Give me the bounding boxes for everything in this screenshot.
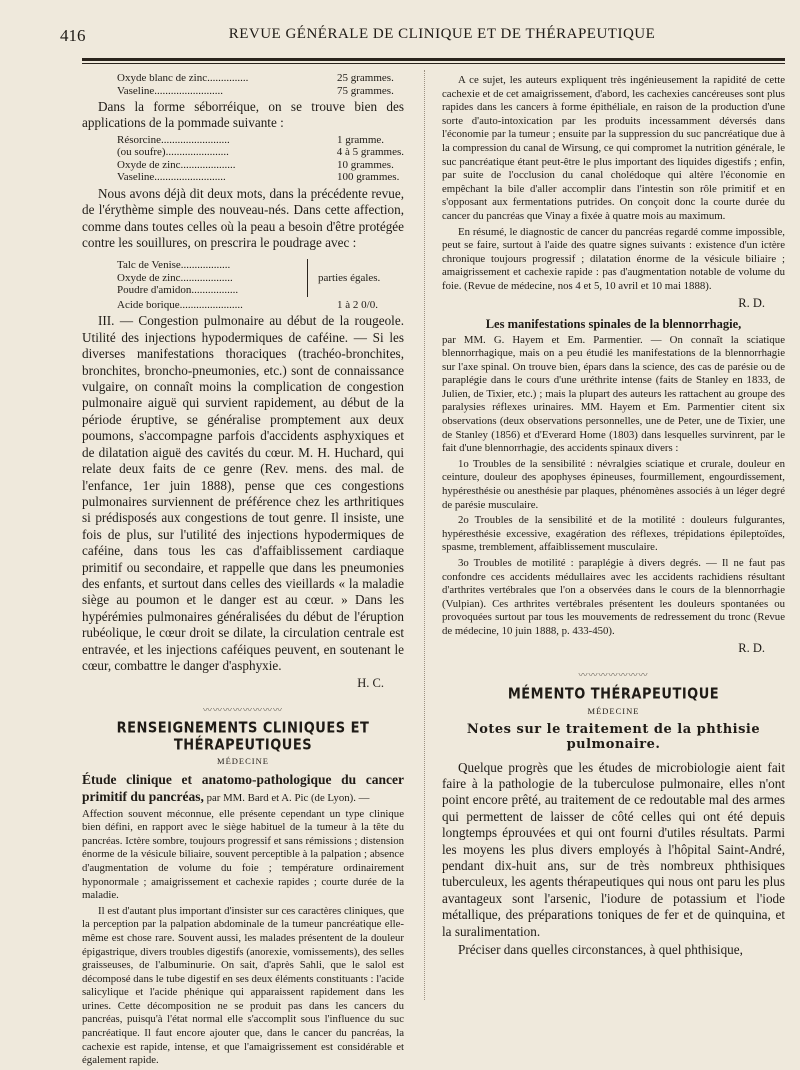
recipe-zinc (82, 72, 404, 97)
paragraph: III. — Congestion pulmonaire au début de la rougeole. Utilité des injections hypodermiques de caféine. — Si les diverses manifestations thoraciques (trachéo-bronchites, bronchites, broncho-pneumonies, etc.) sont de connaissance vulgaire, on connaît moins la complication de congestion pulmonaire aiguë qui survient rapidement, au début de la période éruptive, se généralise promptement aux deux poumons, s'accompagne parfois d'accidents asphyxiques et de dilatation aiguë des cavités du cœur. M. H. Huchard, qui relate deux faits de ce genre (Rev. mens. des mal. de l'enfance, 1er juin 1888), pense que ces congestions pulmonaires surviennent de préférence chez les arthritiques si prédisposés aux congestions de tout genre. Il insiste, une fois de plus, sur l'utilité des injections hypodermiques de caféine, dans tous les cas d'affaiblissement cardiaque primitif ou secondaire, et rappelle que dans les pneumonies des enfants, et surtout dans celles des vieillards « la maladie siège au poumon et le danger est au cœur. » Dans les hypérémies pulmonaires généralisées du début de l'éruption rubéolique, le cœur droit se dilate, la circulation centrale est entravée, et les injections caféiques peuvent, en soutenant le cœur, combattre le danger d'asphyxie. (82, 313, 404, 673)
column-divider (424, 70, 425, 1000)
recipe-line (82, 72, 404, 85)
paragraph: 3o Troubles de motilité : paraplégie à divers degrés. — Il ne faut pas confondre ces accidents médullaires avec les accidents rachidiens résultant d'arthrites vertébrales que l'on a observées dans le cours de la blennorrhagie (Vulpian). Ces arthrites vertébrales présentent les douleurs spontanées ou provoquées surtout par tous les mouvements de redressement du tronc (Revue de médecine, 10 juin 1888, p. 433-450). (442, 557, 785, 637)
article-title: Les manifestations spinales de la blennorrhagie, (485, 316, 742, 331)
page-number: 416 (60, 26, 86, 45)
section-title: MÉMENTO THÉRAPEUTIQUE (507, 685, 720, 703)
ingredient: Oxyde de zinc.................... (117, 158, 236, 171)
quantity: 75 grammes. (337, 84, 394, 97)
paragraph: Dans la forme séborréique, on se trouve bien des applications de la pommade suivante : (82, 99, 404, 131)
recipe-line (82, 159, 404, 172)
ingredient: Vaseline......................... (117, 84, 224, 97)
powder-parts: parties égales. (318, 271, 381, 284)
header-rule-thin (82, 63, 785, 64)
recipe-line (82, 299, 404, 312)
header-rule (82, 58, 785, 61)
paragraph: Affection souvent méconnue, elle présente cependant un type clinique bien défini, en rapport avec le siège habituel de la tumeur à la tête du pancréas. Ictère sombre, toujours progressif et sans rémissions ; distension énorme de la vésicule biliaire, souvent perceptible à la palpation ; absence d'augmentation de volume du foie ; température ordinairement hyponormale ; amaigrissement et cachexie rapides ; courte durée de la maladie. (82, 807, 404, 902)
powder-items (82, 259, 308, 297)
ornament-divider: 〰〰〰〰〰〰〰〰 (202, 705, 283, 716)
paragraph: Préciser dans quelles circonstances, à quel phthisique, (458, 942, 743, 958)
quantity: 1 à 2 0/0. (337, 298, 378, 311)
recipe-boric (82, 299, 404, 312)
quantity: 25 grammes. (337, 72, 394, 84)
ingredient: Poudre d'amidon................. (117, 284, 239, 297)
paragraph: 1o Troubles de la sensibilité : névralgies sciatique et crurale, douleur en ceinture, douleur des apophyses épineuses, fourmillement, engourdissement, hypéresthésie ou anesthésie par plaques, phénomènes associés à un léger degré de parésie musculaire. (442, 457, 785, 511)
article-lead (82, 772, 404, 805)
section-title: RENSEIGNEMENTS CLINIQUES ET THÉRAPEUTIQUES (116, 720, 370, 755)
quantity: 10 grammes. (337, 158, 394, 171)
ingredient: Résorcine......................... (117, 133, 230, 146)
quantity: 100 grammes. (337, 171, 400, 184)
paragraph: par MM. G. Hayem et Em. Parmentier. — On connaît la sciatique blennorrhagique, mais on a peu étudié les manifestations de la blennorrhagie sur l'axe spinal. On trouve bien, épars dans la science, des cas de parésie ou de paraplégie dans le cours d'une uréthrite intense (faits de Stanley en 1833, de Julien, de Tixier, etc.) ; mais la plupart des auteurs les rattachent au groupe des paralysies réflexes urinaires. MM. Hayem et Em. Parmentier citent six observations (deux observations personnelles, une de Peter, une de Tixier, une de Stanley (1856) et d'Everard Home (1803) dans lesquelles survinrent, par le fait d'une blennorrhagie, des accidents spinaux divers : (442, 333, 785, 455)
signature: R. D. (738, 295, 765, 310)
running-title: REVUE GÉNÉRALE DE CLINIQUE ET DE THÉRAPEUTIQUE (228, 26, 656, 42)
article-title: Étude clinique et anatomo-pathologique du cancer primitif du pancréas, (82, 772, 404, 804)
recipe-line (82, 171, 404, 184)
recipe-line (82, 146, 404, 159)
recipe-line (82, 134, 404, 147)
section-subtitle: MÉDECINE (217, 756, 269, 767)
paragraph: 2o Troubles de la sensibilité et de la motilité : douleurs fulgurantes, hypéresthésie excessive, exagération des réflexes, trépidations épileptoïdes, spasme, tremblement, affaiblissement musculaire. (442, 514, 785, 554)
quantity: 1 gramme. (337, 133, 385, 146)
paragraph: Quelque progrès que les études de microbiologie aient fait faire à la pathologie de la tuberculose pulmonaire, elles n'ont point encore prêté, au traitement de ce redoutable mal des armes qui permettent de laisser de côté celles qui ont été depuis longtemps éprouvées et qui ont fourni d'utiles résultats. Parmi les moyens les plus divers employés à l'hôpital Saint-André, pendant dix-huit ans, sur de très nombreux phthisiques tuberculeux, les agents thérapeutiques qui nous ont paru les plus avantageux sont l'arsenic, l'iodure de potassium et l'iode métallique, des préparations toniques de fer et de quinquina, et la suralimentation. (442, 759, 785, 939)
article-authors: par MM. Bard et A. Pic (de Lyon). — (203, 791, 370, 804)
section-subtitle: MÉDECINE (587, 705, 640, 716)
ingredient: Oxyde blanc de zinc............... (117, 72, 249, 84)
left-column (82, 72, 404, 1070)
signature: R. D. (738, 640, 765, 655)
signature: H. C. (357, 676, 384, 691)
paragraph: En résumé, le diagnostic de cancer du pancréas regardé comme impossible, peut se faire, surtout à l'aide des quatre signes suivants : existence d'un ictère chronique toujours progressif ; dilatation énorme de la vésicule biliaire ; amaigrissement et cachexie rapide : pas d'augmentation notable de volume du foie. (Revue de médecine, nos 4 et 5, 10 avril et 10 mai 1888). (442, 225, 785, 292)
ingredient: (ou soufre)....................... (117, 146, 229, 159)
ingredient: Acide borique....................... (117, 298, 243, 311)
article-title: Notes sur le traitement de la phthisie pulmonaire. (466, 721, 761, 752)
ornament-divider: 〰〰〰〰〰〰〰 (578, 669, 649, 680)
ingredient: Oxyde de zinc................... (117, 271, 233, 284)
powder-formula (82, 259, 404, 297)
paragraph: Nous avons déjà dit deux mots, dans la précédente revue, de l'érythème simple des nouveau-nés. Dans cette affection, comme dans toutes celles où la peau a besoin d'être protégée contre les souillures, on prescrira le poudrage avec : (82, 185, 404, 251)
recipe-line (82, 85, 404, 98)
recipe-resorcine (82, 134, 404, 184)
quantity: 4 à 5 grammes. (336, 146, 404, 159)
paragraph: A ce sujet, les auteurs expliquent très ingénieusement la rapidité de cette cachexie et de cet amaigrissement, d'abord, les cachexies cancéreuses sont plus rapides dans les cancers à forme épithéliale, en raison de la production d'une sorte d'auto-intoxication par les produits incessamment déversés dans l'économie par la tumeur ; ensuite par la suppression du suc pancréatique due à la compression du canal de Wirsung, ce qui compromet la nutrition générale, le suc pancréatique étant peut-être le plus important des liquides digestifs ; enfin, par suite de l'occlusion du canal cholédoque qui altère l'économie en empêchant la bile d'aller accomplir dans l'intestin son rôle primitif et en s'opposant aux fermentations putrides. On conçoit donc la courte durée du cancer du pancréas que Vinay a fixée à quatre mois au maximum. (442, 74, 785, 222)
paragraph: Il est d'autant plus important d'insister sur ces caractères cliniques, que la perception par la palpation abdominale de la tumeur pancréatique elle-même est chose rare. Souvent aussi, les malades présentent de la douleur épigastrique, divers troubles digestifs (anorexie, vomissements), des selles graisseuses, de l'albuminurie. On sait, d'après Sahli, que le salol est décomposé dans le tube digestif en ses deux éléments constituants : l'acide salicylique et l'acide phénique qui apparaissent rapidement dans les urines. Cette décomposition ne se produit pas dans les cancers du pancréas, puisqu'à l'état normal elle s'accomplit sous l'influence du suc pancréatique. Il faut encore ajouter que, dans le cancer du pancréas, la cachexie est rapide, intense, et que l'amaigrissement est considérable et également rapide. (82, 904, 404, 1067)
ingredient: Vaseline.......................... (117, 171, 226, 184)
ingredient: Talc de Venise.................. (117, 259, 231, 272)
right-column (442, 72, 785, 960)
page-header (60, 26, 784, 48)
